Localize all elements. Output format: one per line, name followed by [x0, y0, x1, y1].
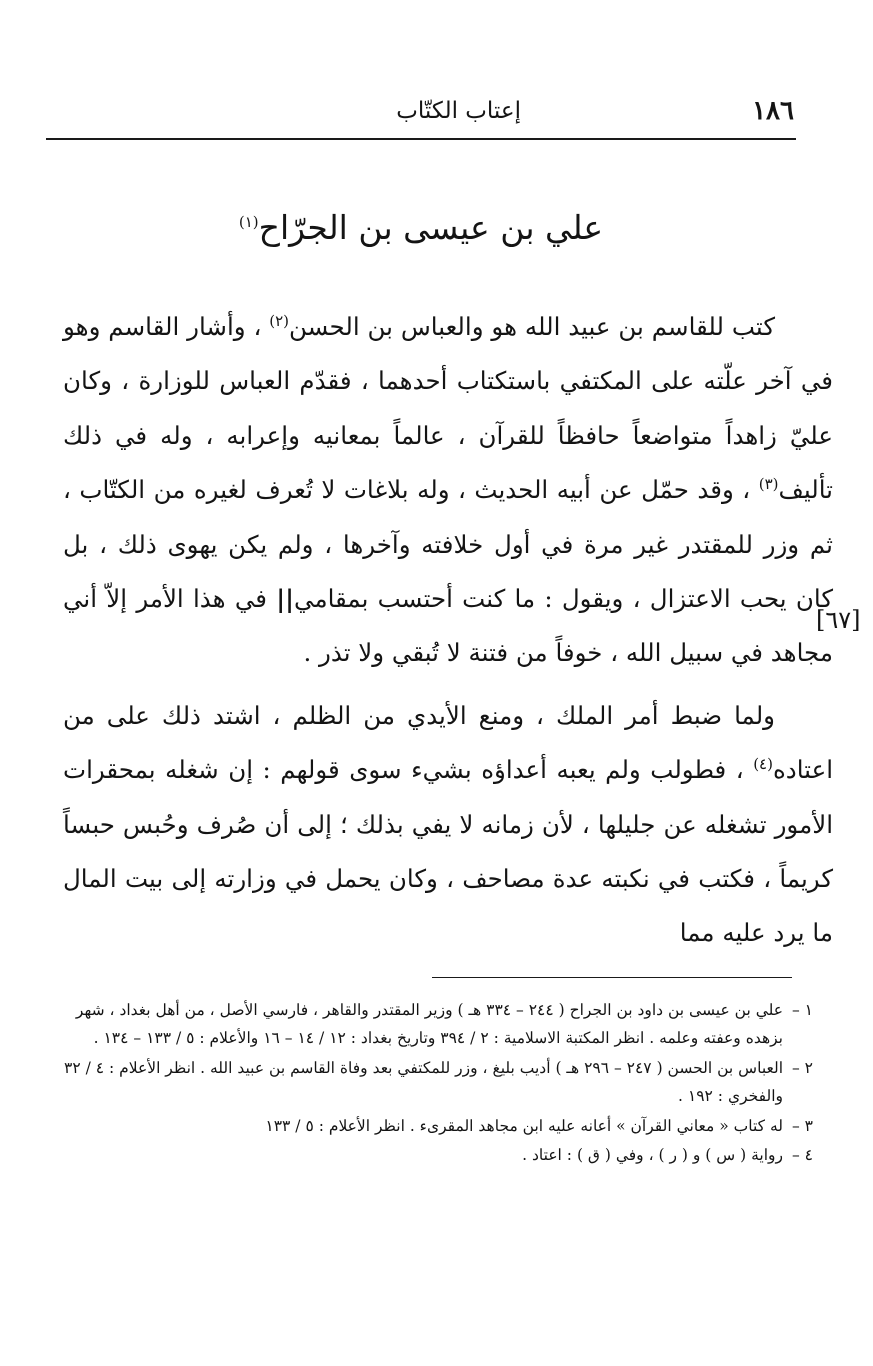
footnote-2 [57, 1054, 813, 1111]
footnote-1 [57, 996, 813, 1053]
footnote-ref-4: (٤) [753, 755, 773, 774]
paragraph-1 [63, 300, 833, 681]
paragraph-1-part-b: ، وأشار القاسم وهو في آخر علّته على المكتفي باستكتاب أحدهما ، فقدّم العباس للوزارة ، وكان عليّ زاهداً متواضعاً حافظاً للقرآن ، عالماً بمعانيه وإعرابه ، وله في ذلك تأليف [63, 312, 833, 505]
chapter-title-text: علي بن عيسى بن الجرّاح [258, 208, 604, 247]
running-header [46, 96, 796, 130]
footnote-3 [57, 1112, 813, 1140]
manuscript-page-break-mark: || [276, 584, 295, 614]
footnote-number: ٤ – [791, 1146, 813, 1165]
paragraph-1-part-c: ، وقد حمّل عن أبيه الحديث ، وله بلاغات لا تُعرف لغيره من الكتّاب ، ثم وزر للمقتدر غير مرة في أول خلافته وآخرها ، ولم يكن يهوى ذلك ، بل كان يحب الاعتزال ، ويقول : ما كنت أحتسب بمقامي [63, 475, 833, 614]
page-number: ١٨٦ [752, 96, 794, 126]
header-rule [46, 138, 796, 140]
paragraph-2-part-a: ولما ضبط أمر الملك ، ومنع الأيدي من الظلم ، اشتد ذلك على من اعتاده [63, 700, 833, 785]
footnotes [57, 996, 813, 1170]
chapter-title-footnote-ref: (١) [238, 213, 259, 231]
footnote-ref-2: (٢) [269, 311, 290, 330]
running-title: إعتاب الكتّاب [396, 98, 521, 124]
footnote-rule [432, 977, 792, 978]
margin-page-marker: [٦٧] [816, 606, 861, 634]
paragraph-2-part-b: ، فطولب ولم يعبه أعداؤه بشيء سوى قولهم : إن شغله بمحقرات الأمور تشغله عن جليلها ، لأن زمانه لا يفي بذلك ؛ إلى أن صُرف وحُبس حبساً كريماً ، فكتب في نكبته عدة مصاحف ، وكان يحمل في وزارته إلى بيت المال ما يرد عليه مما [63, 755, 833, 948]
footnote-number: ٢ – [791, 1058, 813, 1077]
footnote-ref-3: (٣) [758, 475, 779, 494]
paragraph-2 [63, 689, 833, 961]
body-text [63, 300, 833, 961]
footnote-text: العباس بن الحسن ( ٢٤٧ – ٢٩٦ هـ ) أديب بليغ ، وزر للمكتفي بعد وفاة القاسم بن عبيد الله . انظر الأعلام : ٤ / ٣٢ والفخري : ١٩٢ . [64, 1058, 783, 1106]
footnote-number: ٣ – [791, 1116, 813, 1135]
footnote-number: ١ – [791, 1001, 813, 1019]
footnote-text: رواية ( س ) و ( ر ) ، وفي ( ق ) : اعتاد . [522, 1146, 783, 1165]
footnote-text: له كتاب « معاني القرآن » أعانه عليه ابن مجاهد المقرىء . انظر الأعلام : ٥ / ١٣٣ [265, 1116, 783, 1135]
footnote-4 [57, 1141, 813, 1169]
chapter-title [46, 208, 796, 247]
footnote-text: علي بن عيسى بن داود بن الجراح ( ٢٤٤ – ٣٣٤ هـ ) وزير المقتدر والقاهر ، فارسي الأصل ، من أهل بغداد ، شهر بزهده وعفته وعلمه . انظر المكتبة الاسلامية : ٢ / ٣٩٤ وتاريخ بغداد : ١٢ / ١٤ – ١٦ والأعلام : ٥ / ١٣٣ – ١٣٤ . [75, 1001, 783, 1048]
paragraph-1-part-a: كتب للقاسم بن عبيد الله هو والعباس بن الحسن [289, 312, 775, 341]
paragraph-1-part-d: في هذا الأمر إلاّ أني مجاهد في سبيل الله ، خوفاً من فتنة لا تُبقي ولا تذر . [63, 584, 833, 668]
